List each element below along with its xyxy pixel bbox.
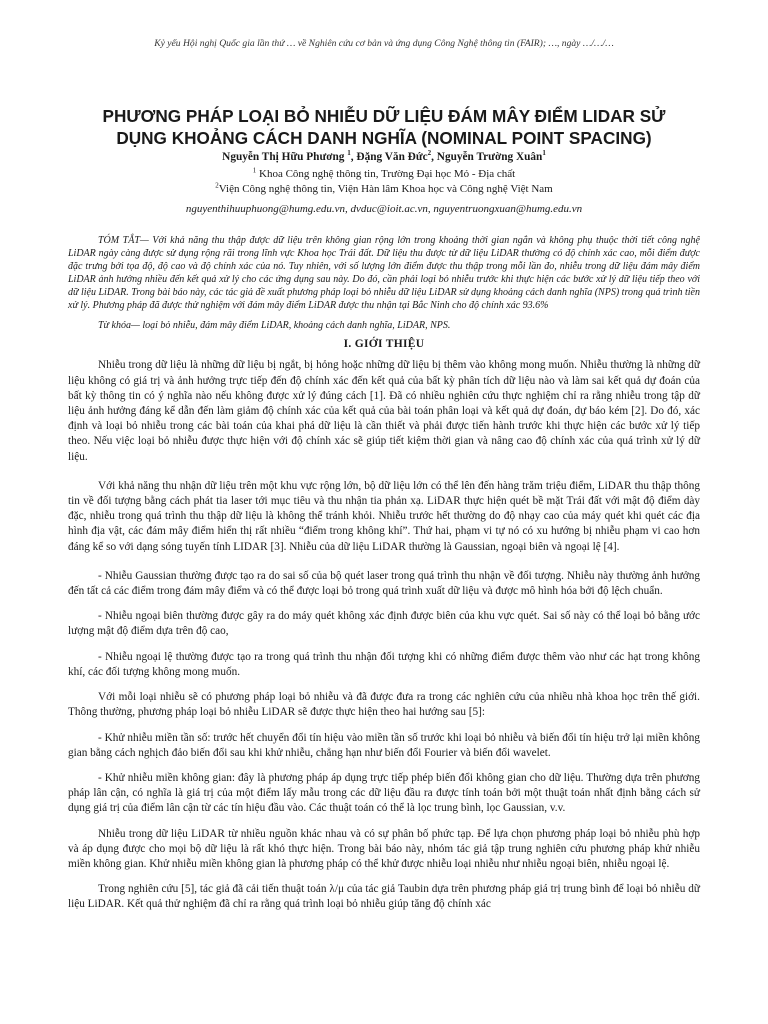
- body-paragraph: Nhiễu trong dữ liệu là những dữ liệu bị ngắt, bị hỏng hoặc những dữ liệu bị thêm vào không mong muốn. Nhiễu thường là những dữ liệu không có giá trị và ảnh hưởng trực tiếp đến độ chính xác đến kết quả của bất kỳ phân tích dữ liệu nào và làm sai kết quả dự đoán của bất kỳ thông tin có ý nghĩa nào nếu không được xử lý đúng cách [1]. Đã có nhiều nghiên cứu thực nghiệm chỉ ra rằng nhiễu trong tập dữ liệu ảnh hưởng đáng kể dẫn đến làm giảm độ chính xác của kết quả của bài toán phân loại và kết quả dự đoán, dự báo kém [2]. Do đó, xác định và loại bỏ nhiễu trong các bài toán của khai phá dữ liệu là cần thiết và phải được tiến hành trước khi thực hiện các bước xử lý tiếp theo. Nếu việc loại bỏ nhiễu được thực hiện với độ chính xác sẽ giúp tiết kiệm thời gian và nâng cao độ chính xác của quá trình xử lý dữ liệu.: [68, 359, 700, 463]
- body-paragraph: - Khử nhiễu miền tần số: trước hết chuyển đổi tín hiệu vào miền tần số trước khi loại bỏ nhiễu và biến đổi tín hiệu trở lại miền không gian bằng cách nghịch đảo biến đổi sau khi khử nhiễu, chẳng hạn như biến đổi Fourier và biến đổi wavelet.: [68, 731, 700, 759]
- abstract: TÓM TẮT— Với khả năng thu thập được dữ liệu trên không gian rộng lớn trong khoảng thời gian ngắn và không phụ thuộc thời tiết công nghệ LiDAR ngày càng được sử dụng rộng rãi trong lĩnh vực Khoa học Trái đất. Dữ liệu thu được từ dữ liệu LiDAR thường có độ chính xác cao, mỗi điểm được đặc trưng bởi tọa độ, độ cao và độ chính xác của nó. Tuy nhiên, với số lượng lớn điểm được thu thập trong mỗi lần đo, nhiễu trong dữ liệu đám mây điểm LiDAR ảnh hưởng nhiều đến kết quả xử lý cho các ứng dụng sau này. Do đó, cần phải loại bỏ nhiễu trước khi thực hiện các bước xử lý dữ liệu tiếp theo với dữ liệu LiDAR. Trong bài báo này, các tác giả đề xuất phương pháp loại bỏ nhiễu dữ liệu LiDAR sử dụng khoảng cách danh nghĩa (NPS) trong quá trình tiền xử lý. Phương pháp đã được thử nghiệm với đám mây điểm LiDAR được thu nhận tại Bắc Ninh cho độ chính xác 93.6%: [68, 235, 700, 311]
- paper-title: [68, 105, 700, 149]
- running-header: Kỷ yếu Hội nghị Quốc gia lần thứ … về Nghiên cứu cơ bản và ứng dụng Công Nghệ thông tin (FAIR); …, ngày …/…/…: [154, 38, 614, 49]
- author-emails: nguyenthihuuphuong@humg.edu.vn, dvduc@ioit.ac.vn, nguyentruongxuan@humg.edu.vn: [185, 203, 583, 215]
- author-name: Nguyễn Trường Xuân: [436, 151, 543, 163]
- body-paragraph: - Khử nhiễu miền không gian: đây là phương pháp áp dụng trực tiếp phép biến đổi không gian cho dữ liệu. Thường dựa trên phương pháp lân cận, có nghĩa là giá trị của một điểm lấy mẫu trong các dữ liệu đầu ra được tính toán bởi một thuật toán nhất định bằng cách sử dụng giá trị của điểm lân cận từ các tín hiệu đầu vào. Các thuật toán có thể là lọc trung bình, lọc Gaussian, v.v.: [68, 771, 700, 815]
- author-list: Nguyễn Thị Hữu Phương $^1$, Đặng Văn Đức$^2$, Nguyễn Trường Xuân$^1$: [222, 149, 546, 163]
- keywords: Từ khóa— loại bỏ nhiễu, đám mây điểm LiDAR, khoảng cách danh nghĩa, LiDAR, NPS.: [98, 320, 451, 332]
- title-line-1: PHƯƠNG PHÁP LOẠI BỎ NHIỄU DỮ LIỆU ĐÁM MÂY ĐIỂM LIDAR SỬ: [102, 106, 666, 126]
- affiliation-2: [68, 182, 700, 197]
- body-paragraph: Với mỗi loại nhiễu sẽ có phương pháp loại bỏ nhiễu và đã được đưa ra trong các nghiên cứu của nhiều nhà khoa học trên thế giới. Thông thường, phương pháp loại bỏ nhiễu LiDAR sẽ được thực hiện theo hai hướng sau [5]:: [68, 691, 700, 719]
- author-name: Nguyễn Thị Hữu Phương: [222, 151, 345, 163]
- body-paragraph: - Nhiễu ngoại lệ thường được tạo ra trong quá trình thu nhận đối tượng khi có những điểm được thêm vào như các hạt trong không khí, các đối tượng không mong muốn.: [68, 650, 700, 678]
- body-paragraph: - Nhiễu Gaussian thường được tạo ra do sai số của bộ quét laser trong quá trình thu nhận về đối tượng. Nhiễu này thường ảnh hưởng đến tất cả các điểm trong đám mây điểm và có thể được loại bỏ trong quá trình xuất dữ liệu và được mô hình hóa bởi độ lệch chuẩn.: [68, 569, 700, 598]
- author-name: Đặng Văn Đức: [356, 151, 428, 163]
- paper-page: [68, 38, 700, 923]
- affiliation-text: Khoa Công nghệ thông tin, Trường Đại học Mỏ - Địa chất: [259, 168, 516, 180]
- affiliation-mark: 1: [347, 149, 351, 158]
- affiliation-1: [68, 167, 700, 182]
- body-paragraph: Nhiễu trong dữ liệu LiDAR từ nhiều nguồn khác nhau và có sự phân bố phức tạp. Để lựa chọn phương pháp loại bỏ nhiễu phù hợp và áp dụng được cho mọi bộ dữ liệu là rất khó thực hiện. Trong bài báo này, nhóm tác giả tập trung nghiên cứu phương pháp khử nhiễu miền không gian. Khử nhiễu miền không gian là phương pháp có thể khử được nhiễu loại nhiễu như nhiễu ngoại biên, nhiễu ngoại lệ.: [68, 827, 700, 870]
- affiliation-mark: 2: [427, 149, 432, 158]
- affiliation-mark: 1: [252, 166, 257, 175]
- affiliation-text: Viện Công nghệ thông tin, Viện Hàn lâm Khoa học và Công nghệ Việt Nam: [218, 183, 553, 195]
- body-paragraph: Với khả năng thu nhận dữ liệu trên một khu vực rộng lớn, bộ dữ liệu lớn có thể lên đến hàng trăm triệu điểm, LiDAR thu thập thông tin về đối tượng bằng cách phát tia laser tới mục tiêu và thu nhận tia phản xạ. LiDAR thực hiện quét bề mặt Trái đất với mật độ điểm dày đặc, nhiễu trong quá trình thu thập dữ liệu là không thể tránh khỏi. Nhiễu trước hết thường do độ nhạy cao của máy quét khi quét các địa hình địa vật, các đám mây điểm hiển thị rất nhiều “điểm trong không khí”. Thứ hai, phạm vi tự nó có xu hướng bị nhiễu phạm vi cao hơn đáng kể so với dạng sóng tuyến tính LIDAR [3]. Nhiễu của dữ liệu LiDAR thường là Gaussian, ngoại biên và ngoại lệ [4].: [68, 479, 700, 553]
- section-heading: I. GIỚI THIỆU: [343, 338, 425, 351]
- title-line-2: DỤNG KHOẢNG CÁCH DANH NGHĨA (NOMINAL POINT SPACING): [116, 128, 652, 148]
- body-paragraph: - Nhiễu ngoại biên thường được gây ra do máy quét không xác định được biên của khu vực quét. Sai số này có thể loại bỏ bằng ước lượng mật độ điểm dựa trên độ cao,: [68, 610, 700, 638]
- affiliation-mark: 2: [215, 181, 219, 190]
- body-paragraph: Trong nghiên cứu [5], tác giả đã cải tiến thuật toán λ/μ của tác giả Taubin dựa trên phương pháp giá trị trung bình để loại bỏ nhiễu dữ liệu LiDAR. Kết quả thử nghiệm đã chỉ ra rằng quá trình loại bỏ nhiễu giúp tăng độ chính xác: [68, 883, 700, 911]
- affiliation-mark: 1: [542, 149, 546, 158]
